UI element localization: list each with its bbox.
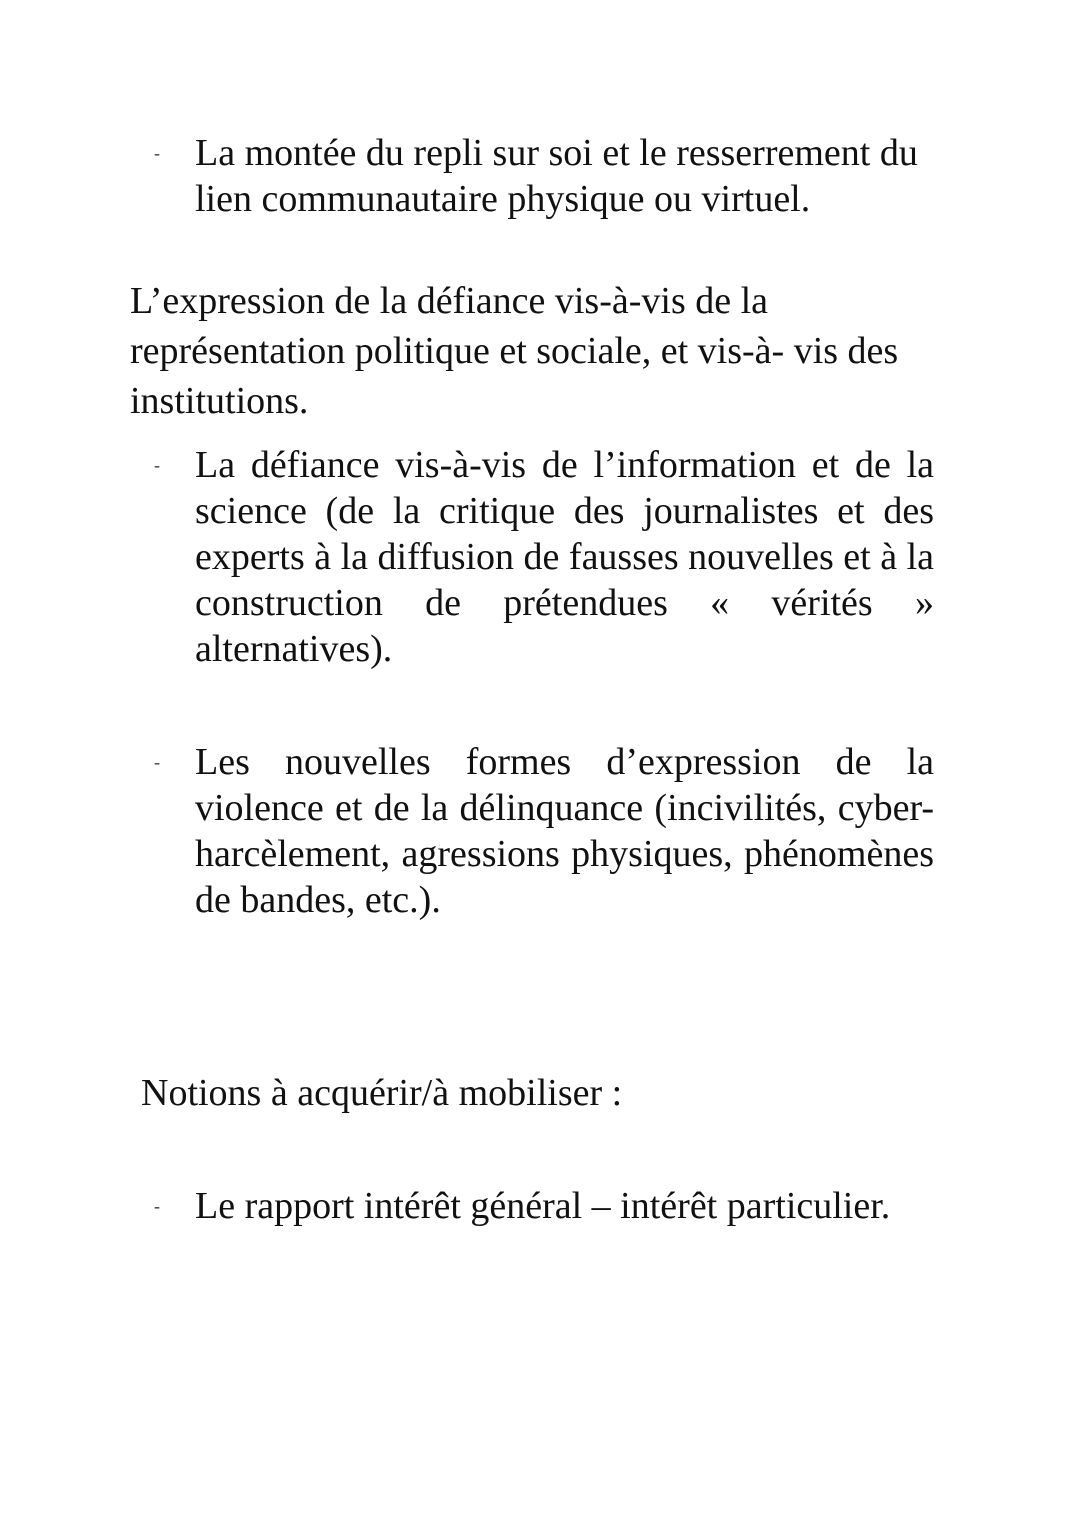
bullet-item-rapport bbox=[154, 1183, 934, 1229]
bullet-text-repli: La montée du repli sur soi et le resserrement du lien communautaire physique ou virtuel. bbox=[195, 132, 918, 220]
bullet-item-repli bbox=[154, 130, 934, 222]
bullet-text-information: La défiance vis-à-vis de l’information et de la science (de la critique des journalistes et des experts à la diffusion de fausses nouvelles et à la construction de prétendues « vérités » alternatives). bbox=[195, 444, 935, 670]
bullet-marker: - bbox=[154, 143, 160, 163]
bullet-text-violence: Les nouvelles formes d’expression de la violence et de la délinquance (incivilités, cyber-harcèlement, agressions physiques, phénomènes de bandes, etc.). bbox=[195, 741, 934, 921]
bullet-text-rapport: Le rapport intérêt général – intérêt particulier. bbox=[195, 1185, 891, 1227]
bullet-marker: - bbox=[154, 752, 160, 772]
paragraph-defiance-representation: L’expression de la défiance vis-à-vis de la représentation politique et sociale, et vis-à- vis des institutions. bbox=[130, 280, 899, 422]
bullet-item-information bbox=[154, 442, 934, 672]
bullet-marker: - bbox=[154, 455, 160, 475]
bullet-marker: - bbox=[154, 1196, 160, 1216]
notions-heading: Notions à acquérir/à mobiliser : bbox=[141, 1072, 623, 1114]
bullet-item-violence bbox=[154, 739, 934, 923]
